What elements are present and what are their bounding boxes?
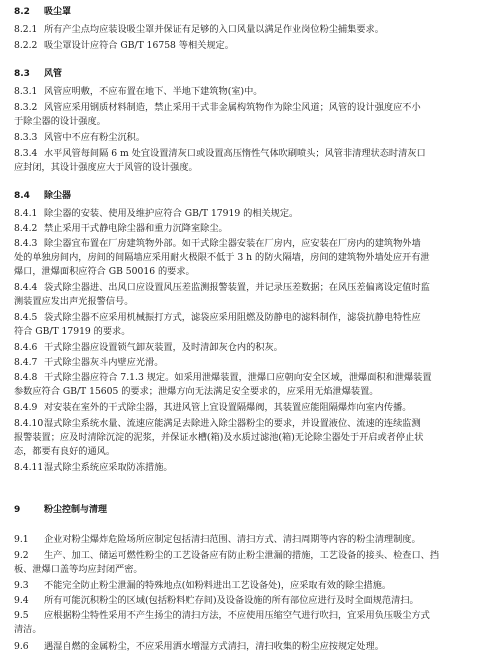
section-heading-8-2: 8.2 吸尘罩 xyxy=(14,7,72,17)
clause-9-1: 9.1 企业对粉尘爆炸危险场所应制定包括清扫范围、清扫方式、清扫周期等内容的粉尘清理制度。 xyxy=(14,534,421,545)
clause-8-2-1: 8.2.1 所有产尘点均应装设吸尘罩并保证有足够的入口风量以满足作业岗位粉尘捕集要求。 xyxy=(14,24,384,35)
clause-9-6: 9.6 遇湿自燃的金属粉尘，不应采用洒水增湿方式清扫，清扫收集的粉尘应按规定处理。 xyxy=(14,641,384,652)
clause-8-4-10-cont-1: 报警装置；应及时清除沉淀的泥浆，并保证水槽(箱)及水质过滤池(箱)无论除尘器处于开启或者停止状 xyxy=(14,432,424,443)
clause-9-5: 9.5 应根据粉尘特性采用不产生扬尘的清扫方法，不应使用压缩空气进行吹扫，宜采用负压吸尘方式 xyxy=(14,610,430,621)
clause-9-3: 9.3 不能完全防止粉尘泄漏的特殊地点(如粉料进出工艺设备处)，应采取有效的除尘措施。 xyxy=(14,580,392,591)
clause-8-4-8-cont: 参数应符合 GB/T 15605 的要求；泄爆方向无法满足安全要求的，应采用无焰泄爆装置。 xyxy=(14,386,379,397)
clause-8-4-9: 8.4.9 对安装在室外的干式除尘器，其进风管上宜设置隔爆阀，其装置应能阻隔爆炸向室内传播。 xyxy=(14,402,412,413)
clause-8-4-4: 8.4.4 袋式除尘器进、出风口应设置风压差监测报警装置，并记录压差数据；在风压差偏离设定值时监 xyxy=(14,282,430,293)
clause-8-3-4: 8.3.4 水平风管每间隔 6 m 处宜设置清灰口或设置高压惰性气体吹刷喷头；风管非清理状态时清灰口 xyxy=(14,148,426,159)
clause-8-4-10-cont-2: 态，都要有良好的通风。 xyxy=(14,446,116,457)
clause-8-4-1: 8.4.1 除尘器的安装、使用及维护应符合 GB/T 17919 的相关规定。 xyxy=(14,208,299,219)
clause-8-4-3-cont-1: 处的单独房间内，房间的间隔墙应采用耐火极限不低于 3 h 的防火隔墙，房间的建筑物外墙处应开有泄 xyxy=(14,252,430,263)
clause-8-4-3-cont-2: 爆口，泄爆面积应符合 GB 50016 的要求。 xyxy=(14,266,195,277)
clause-8-4-7: 8.4.7 干式除尘器灰斗内壁应光滑。 xyxy=(14,357,164,368)
clause-8-4-5: 8.4.5 袋式除尘器不应采用机械振打方式，滤袋应采用阻燃及防静电的滤料制作，滤袋抗静电特性应 xyxy=(14,312,421,323)
clause-8-3-2-cont: 于除尘器的设计强度。 xyxy=(14,116,106,127)
clause-8-4-11: 8.4.11湿式除尘系统应采取防冻措施。 xyxy=(14,462,173,473)
clause-9-2-cont: 板、泄爆口盖等均应封闭严密。 xyxy=(14,564,143,575)
clause-9-5-cont: 清洁。 xyxy=(14,624,42,635)
clause-8-4-6: 8.4.6 干式除尘器应设置锁气卸灰装置，及时清卸灰仓内的积灰。 xyxy=(14,342,283,353)
clause-8-4-8: 8.4.8 干式除尘器应符合 7.1.3 规定。如采用泄爆装置，泄爆口应朝向安全区域，泄爆面积和泄爆装置 xyxy=(14,372,432,383)
clause-8-4-4-cont: 测装置应发出声光报警信号。 xyxy=(14,296,134,307)
clause-9-4: 9.4 所有可能沉积粉尘的区域(包括粉料贮存间)及设备设施的所有部位应进行及时全面规范清扫。 xyxy=(14,595,419,606)
clause-9-2: 9.2 生产、加工、储运可燃性粉尘的工艺设备应有防止粉尘泄漏的措施，工艺设备的接头、检查口、挡 xyxy=(14,550,440,561)
clause-8-4-3: 8.4.3 除尘器宜布置在厂房建筑物外部。如干式除尘器安装在厂房内，应安装在厂房内的建筑物外墙 xyxy=(14,238,421,249)
clause-8-4-5-cont: 符合 GB/T 17919 的要求。 xyxy=(14,326,131,337)
clause-8-2-2: 8.2.2 吸尘罩设计应符合 GB/T 16758 等相关规定。 xyxy=(14,40,234,51)
clause-8-4-2: 8.4.2 禁止采用干式静电除尘器和重力沉降室除尘。 xyxy=(14,223,228,234)
section-heading-8-4: 8.4 除尘器 xyxy=(14,191,72,201)
clause-8-3-4-cont: 应封闭，其设计强度应大于风管的设计强度。 xyxy=(14,162,198,173)
clause-8-3-3: 8.3.3 风管中不应有粉尘沉积。 xyxy=(14,132,146,143)
clause-8-4-10: 8.4.10湿式除尘系统水量、流速应能满足去除进入除尘器粉尘的要求，并设置液位、流速的连续监测 xyxy=(14,418,421,429)
clause-8-3-2: 8.3.2 风管应采用钢质材料制造，禁止采用干式非金属构筑物作为除尘风道；风管的设计强度应不小 xyxy=(14,102,421,113)
section-heading-9: 9 粉尘控制与清理 xyxy=(14,505,108,515)
section-heading-8-3: 8.3 风管 xyxy=(14,69,63,79)
clause-8-3-1: 8.3.1 风管应明敷，不应布置在地下、半地下建筑物(室)中。 xyxy=(14,86,263,97)
